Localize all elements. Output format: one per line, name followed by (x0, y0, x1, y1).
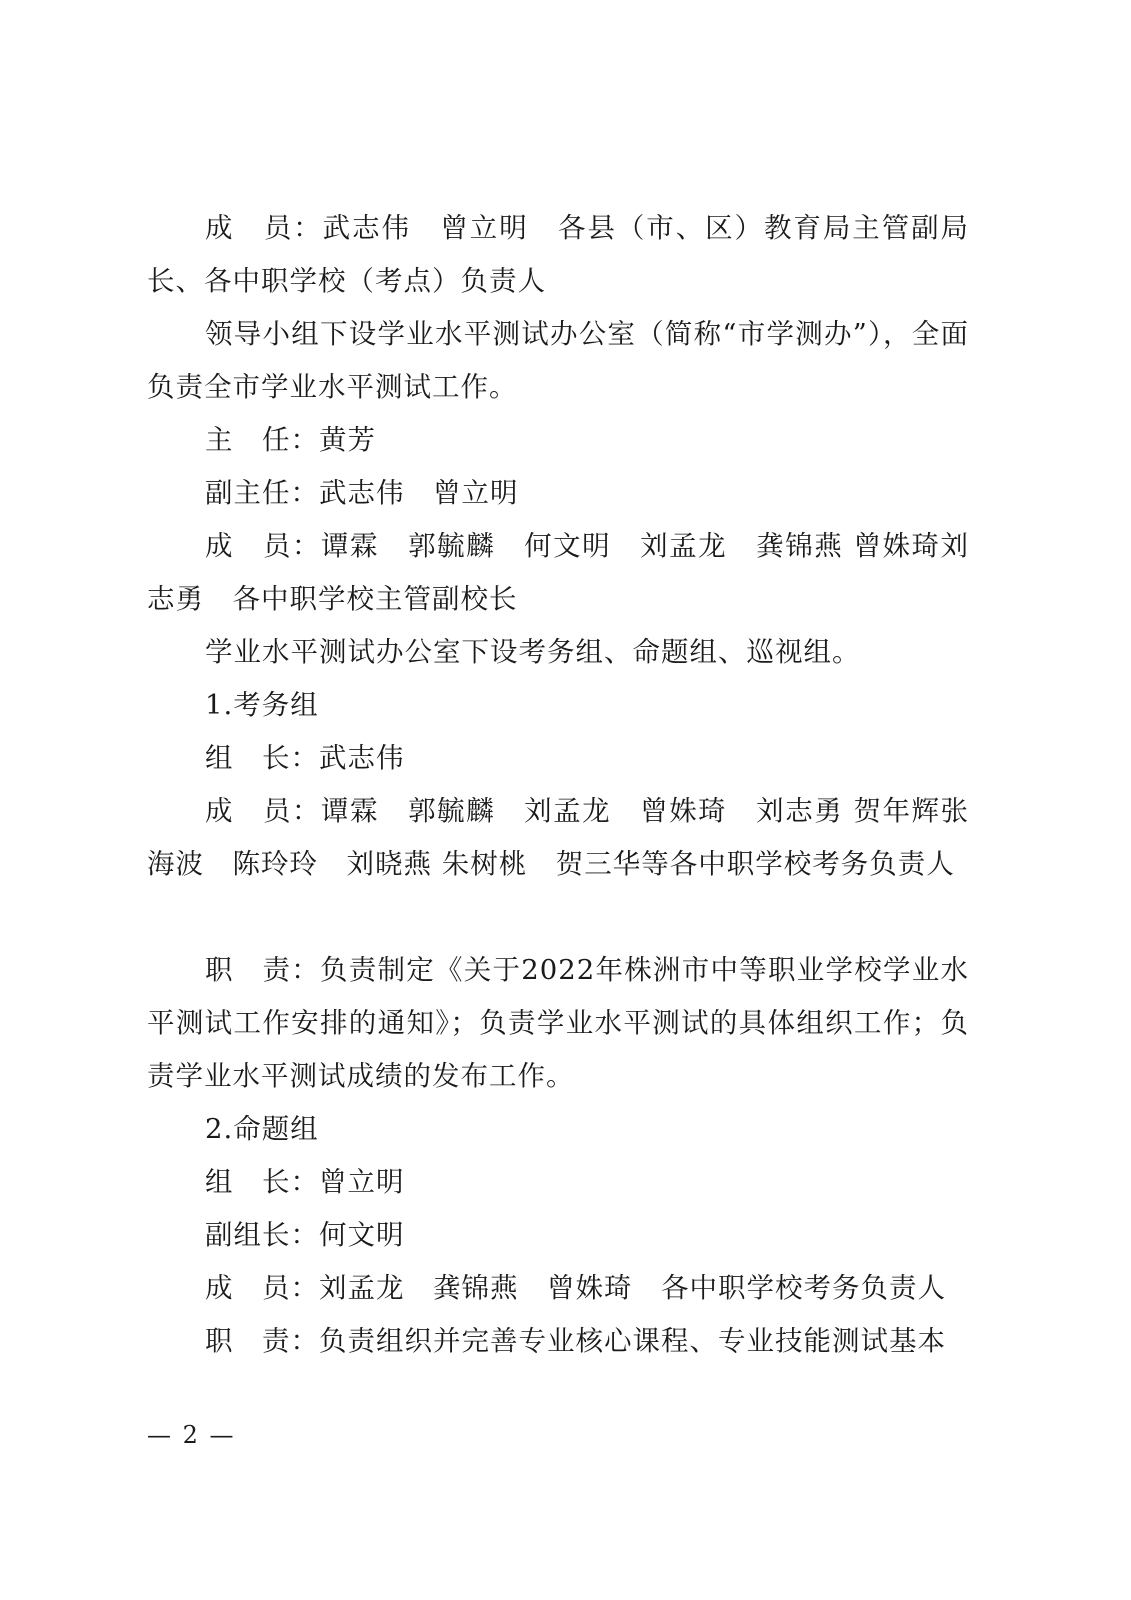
paragraph-exam-members: 成 员：谭霖 郭毓麟 刘孟龙 曾姝琦 刘志勇 贺年辉张海波 陈玲玲 刘晓燕 朱树桃 贺三华等各中职学校考务负责人 (147, 795, 969, 880)
paragraph-proposition-leader: 组 长：曾立明 (205, 1166, 405, 1198)
heading-exam-affairs-group: 1.考务组 (205, 689, 319, 721)
paragraph-exam-leader: 组 长：武志伟 (205, 742, 405, 774)
paragraph-subgroups: 学业水平测试办公室下设考务组、命题组、巡视组。 (205, 636, 861, 668)
paragraph-exam-duties: 职 责：负责制定《关于2022年株洲市中等职业学校学业水平测试工作安排的通知》；负责学业水平测试的具体组织工作；负责学业水平测试成绩的发布工作。 (147, 954, 969, 1092)
heading-proposition-group: 2.命题组 (205, 1113, 319, 1145)
page-number: — 2 — (147, 1421, 236, 1449)
paragraph-proposition-deputy: 副组长：何文明 (205, 1219, 405, 1251)
paragraph-office-setup: 领导小组下设学业水平测试办公室（简称“市学测办”），全面负责全市学业水平测试工作。 (147, 318, 969, 403)
paragraph-proposition-duties: 职 责：负责组织并完善专业核心课程、专业技能测试基本 (205, 1325, 946, 1357)
paragraph-deputy-director: 副主任：武志伟 曾立明 (205, 477, 519, 509)
paragraph-proposition-members: 成 员：刘孟龙 龚锦燕 曾姝琦 各中职学校考务负责人 (205, 1272, 946, 1304)
paragraph-office-members: 成 员：谭霖 郭毓麟 何文明 刘孟龙 龚锦燕 曾姝琦刘志勇 各中职学校主管副校长 (147, 530, 969, 615)
paragraph-members-leading-group: 成 员：武志伟 曾立明 各县（市、区）教育局主管副局长、各中职学校（考点）负责人 (147, 212, 969, 297)
paragraph-director: 主 任：黄芳 (205, 424, 376, 456)
